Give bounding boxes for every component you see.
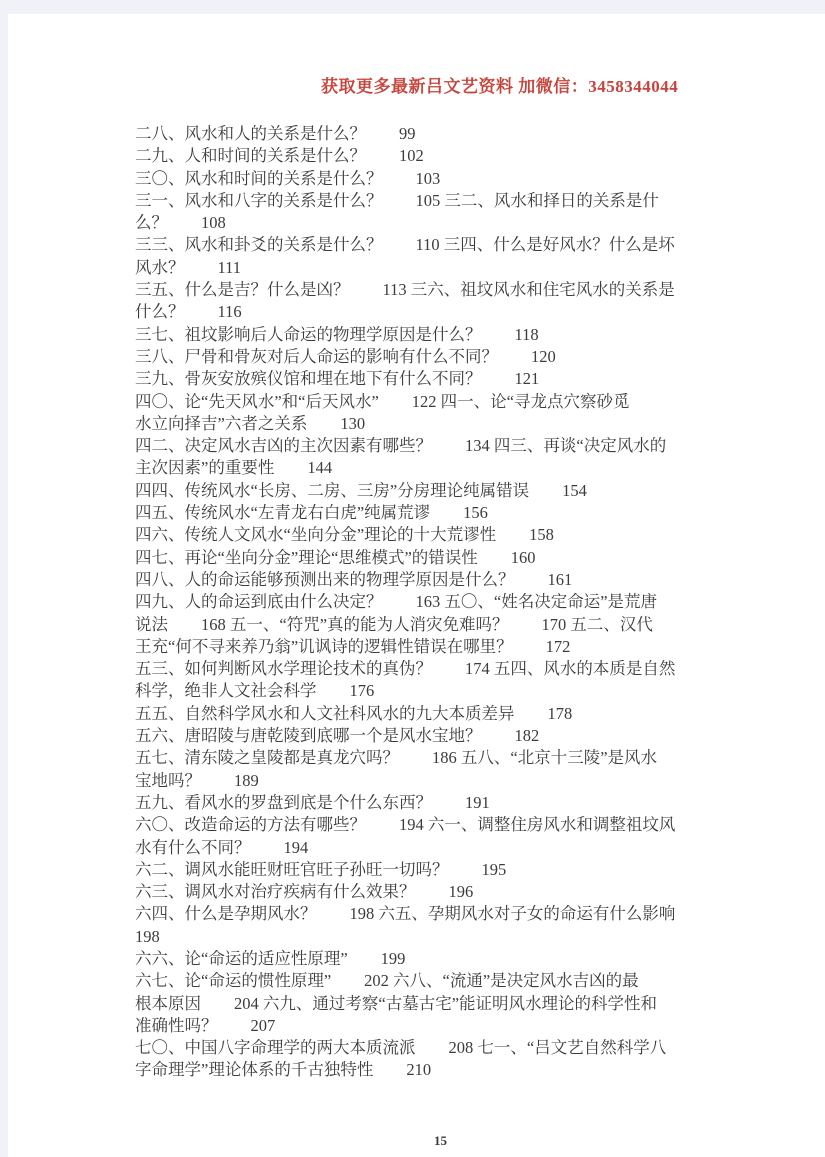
toc-line: 三五、什么是吉？什么是凶？ 113 三六、祖坟风水和住宅风水的关系是: [135, 280, 675, 300]
document-page: [8, 14, 825, 1157]
toc-line: 四四、传统风水“长房、二房、三房”分房理论纯属错误 154: [135, 480, 587, 500]
toc-line: 五六、唐昭陵与唐乾陵到底哪一个是风水宝地？ 182: [135, 726, 540, 746]
page-number: 15: [434, 1133, 447, 1148]
toc-line: 四七、再论“坐向分金”理论“思维模式”的错误性 160: [135, 547, 536, 567]
toc-line: 六二、调风水能旺财旺官旺子孙旺一切吗？ 195: [135, 859, 507, 879]
toc-line: 七〇、中国八字命理学的两大本质流派 208 七一、“吕文艺自然科学八: [135, 1038, 667, 1058]
toc-line: 三九、骨灰安放殡仪馆和埋在地下有什么不同？ 121: [135, 369, 540, 389]
toc-line: 根本原因 204 六九、通过考察“古墓古宅”能证明风水理论的科学性和: [135, 993, 658, 1013]
toc-line: 什么？ 116: [135, 302, 242, 322]
toc-line: 说法 168 五一、“符咒”真的能为人消灾免难吗？ 170 五二、汉代: [135, 614, 653, 634]
toc-line: 198: [135, 926, 160, 946]
toc-line: 三八、尸骨和骨灰对后人命运的影响有什么不同？ 120: [135, 346, 556, 366]
toc-line: 字命理学”理论体系的千古独特性 210: [135, 1060, 432, 1080]
toc-line: 五七、清东陵之皇陵都是真龙穴吗？ 186 五八、“北京十三陵”是风水: [135, 748, 658, 768]
toc-line: 二九、人和时间的关系是什么？ 102: [135, 146, 424, 166]
toc-line: 么？ 108: [135, 213, 226, 233]
toc-line: 四八、人的命运能够预测出来的物理学原因是什么？ 161: [135, 569, 573, 589]
toc-line: 五三、如何判断风水学理论技术的真伪？ 174 五四、风水的本质是自然: [135, 659, 676, 679]
toc-line: 三一、风水和八字的关系是什么？ 105 三二、风水和择日的关系是什: [135, 190, 659, 210]
toc-line: 四〇、论“先天风水”和“后天风水” 122 四一、论“寻龙点穴察砂觅: [135, 391, 630, 411]
toc-line: 六四、什么是孕期风水？ 198 六五、孕期风水对子女的命运有什么影响: [135, 904, 676, 924]
toc-line: 准确性吗？ 207: [135, 1015, 276, 1035]
toc-line: 六三、调风水对治疗疾病有什么效果？ 196: [135, 882, 474, 902]
toc-line: 风水？ 111: [135, 257, 242, 277]
toc-line: 六六、论“命运的适应性原理” 199: [135, 948, 406, 968]
toc-line: 王充“何不寻来养乃翁”讥讽诗的逻辑性错误在哪里？ 172: [135, 636, 571, 656]
toc-line: 水立向择吉”六者之关系 130: [135, 413, 366, 433]
toc-line: 三七、祖坟影响后人命运的物理学原因是什么？ 118: [135, 324, 539, 344]
toc-line: 五五、自然科学风水和人文社科风水的九大本质差异 178: [135, 703, 573, 723]
toc-line: 四二、决定风水吉凶的主次因素有哪些？ 134 四三、再谈“决定风水的: [135, 436, 667, 456]
toc-line: 四九、人的命运到底由什么决定？ 163 五〇、“姓名决定命运”是荒唐: [135, 592, 658, 612]
toc-line: 三〇、风水和时间的关系是什么？ 103: [135, 168, 441, 188]
toc-line: 六七、论“命运的惯性原理” 202 六八、“流通”是决定风水吉凶的最: [135, 971, 639, 991]
toc-line: 四五、传统风水“左青龙右白虎”纯属荒谬 156: [135, 503, 488, 523]
toc-line: 五九、看风水的罗盘到底是个什么东西？ 191: [135, 792, 490, 812]
toc-line: 水有什么不同？ 194: [135, 837, 309, 857]
toc-line: 主次因素”的重要性 144: [135, 458, 333, 478]
toc-line: 宝地吗？ 189: [135, 770, 259, 790]
toc-line: 三三、风水和卦爻的关系是什么？ 110 三四、什么是好风水？什么是坏: [135, 235, 675, 255]
toc-line: 六〇、改造命运的方法有哪些？ 194 六一、调整住房风水和调整祖坟风: [135, 815, 676, 835]
toc-line: 科学，绝非人文社会科学 176: [135, 681, 375, 701]
toc-line: 四六、传统人文风水“坐向分金”理论的十大荒谬性 158: [135, 525, 554, 545]
toc-line: 二八、风水和人的关系是什么？ 99: [135, 124, 416, 143]
promo-header-text: 获取更多最新吕文艺资料 加微信：3458344044: [321, 77, 679, 96]
toc-list: [135, 123, 735, 1082]
